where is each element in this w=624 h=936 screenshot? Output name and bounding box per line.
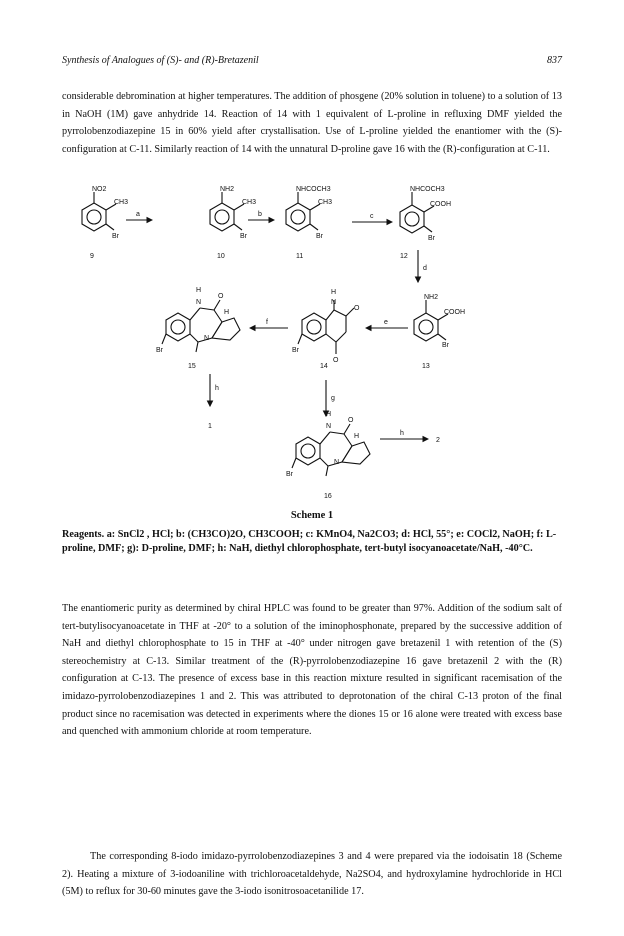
compound-13-structure	[414, 300, 448, 341]
paragraph-1-text: considerable debromination at higher temperatures. The addition of phosgene (20% solution in toluene) to a solution of 13 in NaOH (1M) gave anhydride 14. Reaction of 14 with 1 equivalent of L-proline in refluxing DMF yielded the pyrrolobenzodiazepine 15 in 60% yield after crystallisation. Use of L-proline yielded the enantiomer with the (S)-configuration at C-11. Similarly reaction of 14 with the unnatural D-proline gave 16 with the (R)-configuration at C-11.	[62, 91, 562, 155]
br-label-16: Br	[286, 471, 293, 478]
step-d-label: d	[423, 265, 427, 272]
n-label-15: N	[196, 299, 202, 306]
compound-label-13: 13	[422, 363, 430, 370]
running-header	[62, 55, 562, 69]
h-label-16b: H	[354, 433, 360, 440]
compound-label-12: 12	[400, 253, 408, 260]
o-label-14b: O	[333, 357, 339, 364]
cooh-label-12: COOH	[430, 201, 451, 208]
scheme-title: Scheme 1	[290, 510, 334, 521]
h-label-15b: H	[224, 309, 230, 316]
no2-label-9: NO2	[92, 186, 107, 193]
br-label-10: Br	[240, 233, 247, 240]
nh2-label-13: NH2	[424, 294, 439, 301]
nhac-label-11: NHCOCH3	[296, 186, 331, 193]
n-label-14: N	[331, 299, 337, 306]
step-h-label-2: h	[400, 430, 404, 437]
n-label-15b: N	[204, 335, 210, 342]
paragraph-1	[62, 88, 562, 158]
nh2-label-10: NH2	[220, 186, 235, 193]
paragraph-3	[62, 848, 562, 901]
compound-label-16: 16	[324, 493, 332, 500]
compound-11-structure	[286, 192, 320, 231]
br-label-14: Br	[292, 347, 299, 354]
h-label-15: H	[196, 287, 202, 294]
n-label-16b: N	[334, 459, 340, 466]
compound-label-10: 10	[217, 253, 225, 260]
compound-label-15: 15	[188, 363, 196, 370]
compound-label-9: 9	[90, 253, 94, 260]
h-label-14: H	[331, 289, 337, 296]
o-label-14a: O	[354, 305, 360, 312]
br-label-13: Br	[442, 342, 449, 349]
paragraph-3-text: The corresponding 8-iodo imidazo-pyrrolobenzodiazepines 3 and 4 were prepared via the iodoisatin 18 (Scheme 2). Heating a mixture of 3-iodoaniline with trichloroacetaldehyde, Na2SO4, and hydroxylamine hydrochloride in HCl (5M) to reflux for 30-60 minutes gave the 3-iodo isonitrosoacetanilide 17.	[62, 851, 562, 898]
o-label-15: O	[218, 293, 224, 300]
compound-label-1: 1	[208, 423, 212, 430]
o-label-16: O	[348, 417, 354, 424]
step-h-label-1: h	[215, 385, 219, 392]
ch3-label-11: CH3	[318, 199, 333, 206]
br-label-11: Br	[316, 233, 323, 240]
compound-10-structure	[210, 192, 244, 231]
ch3-label-9: CH3	[114, 199, 129, 206]
compound-label-11: 11	[296, 253, 304, 260]
compound-12-structure	[400, 192, 434, 233]
ch3-label-10: CH3	[242, 199, 257, 206]
reagents-caption: Reagents. a: SnCl2 , HCl; b: (CH3CO)2O, CH3COOH; c: KMnO4, Na2CO3; d: HCl, 55°; e: COCl2, NaOH; f: L-proline, DMF; g): D-proline, DMF; h: NaH, diethyl chlorophosphate, tert-butyl isocyanoacetate/NaH, -40°C.	[62, 529, 557, 555]
paragraph-2	[62, 600, 562, 741]
step-f-label: f	[266, 319, 268, 326]
page-number: 837	[547, 55, 562, 66]
step-c-label: c	[370, 213, 374, 220]
reaction-scheme	[62, 182, 562, 502]
paragraph-2-text: The enantiomeric purity as determined by chiral HPLC was found to be greater than 97%. Addition of the sodium salt of tert-butylisocyanoacetate in THF at -20° to a solution of the iminophosphonate, prepared by the successive addition of NaH and diethyl chlorophosphate to 15 in THF at -40° under nitrogen gave bretazenil 1 with retention of the (S) stereochemistry at C-13. Similar treatment of the (R)-pyrrolobenzodiazepine 16 gave bretazenil 2 with the (R) configuration at C-13. The presence of excess base in this reaction mixture resulted in significant racemisation of the imidazo-pyrrolobenzodiazepines 1 and 2. This was attributed to deprotonation of the chiral C-13 proton of the final product since no racemisation was detected in experiments where the diones 15 or 16 alone were treated with excess base and quenched with ammonium chloride at room temperature.	[62, 603, 562, 738]
scheme-diagram	[62, 182, 562, 502]
h-label-16: H	[326, 411, 332, 418]
compound-label-14: 14	[320, 363, 328, 370]
step-e-label: e	[384, 319, 388, 326]
running-title: Synthesis of Analogues of (S)- and (R)-Bretazenil	[62, 55, 259, 66]
br-label-9: Br	[112, 233, 119, 240]
br-label-12: Br	[428, 235, 435, 242]
compound-label-2: 2	[436, 437, 440, 444]
compound-14-structure	[298, 300, 354, 354]
compound-15-structure	[162, 300, 240, 352]
n-label-16: N	[326, 423, 332, 430]
nhac-label-12: NHCOCH3	[410, 186, 445, 193]
step-a-label: a	[136, 211, 140, 218]
compound-16-structure	[292, 424, 370, 476]
step-b-label: b	[258, 211, 262, 218]
compound-9-structure	[82, 192, 116, 231]
br-label-15: Br	[156, 347, 163, 354]
step-g-label: g	[331, 395, 335, 402]
cooh-label-13: COOH	[444, 309, 465, 316]
